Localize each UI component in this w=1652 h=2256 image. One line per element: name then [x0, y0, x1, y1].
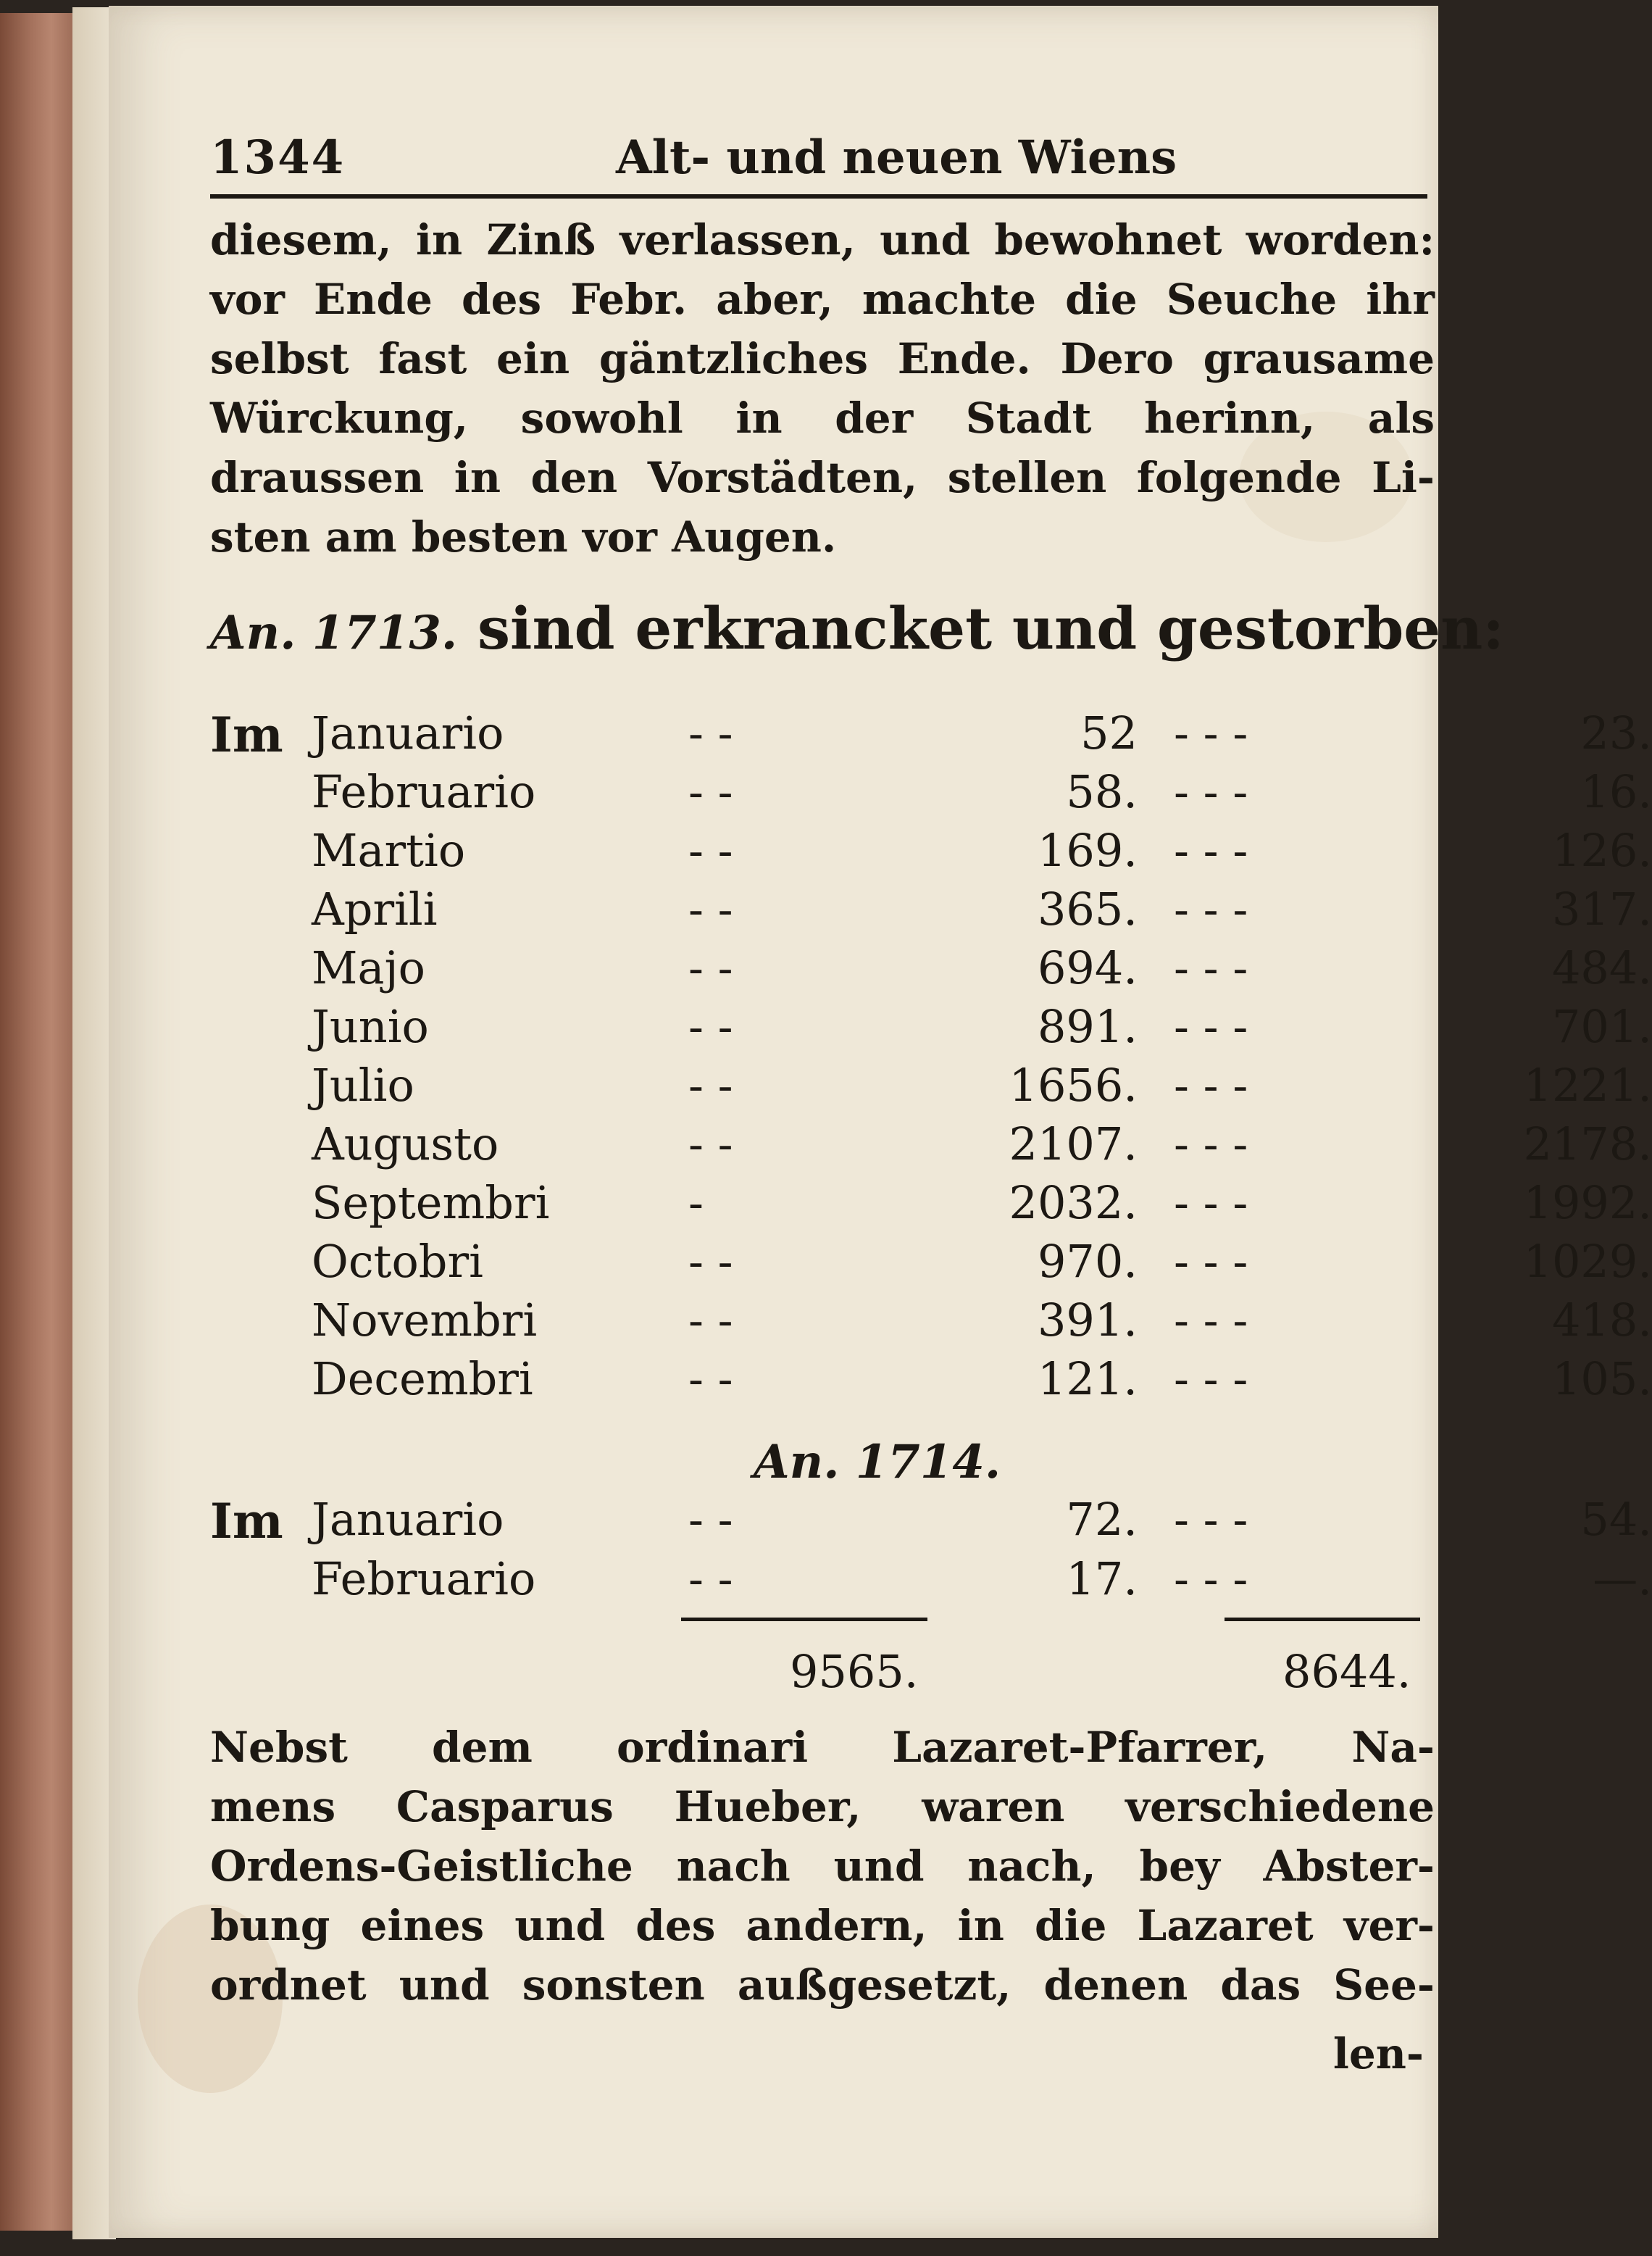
table-row: [210, 1352, 1652, 1410]
year-heading-1714: An. 1714.: [754, 1435, 1001, 1489]
table-row: [210, 1117, 1652, 1175]
sick-count: 121.: [1037, 1352, 1138, 1405]
text-line: vor Ende des Febr. aber, machte die Seuche ihr: [210, 275, 1435, 324]
sick-count: 694.: [1037, 941, 1138, 994]
table-row: [210, 1294, 1652, 1352]
table-row: [210, 765, 1652, 823]
catchword: len-: [1332, 2029, 1424, 2078]
table-row: [210, 1235, 1652, 1293]
death-count: 54.: [1580, 1493, 1652, 1546]
text-line: bung eines und des andern, in die Lazaret ver-: [210, 1901, 1435, 1950]
text-line: diesem, in Zinß verlassen, und bewohnet worden:: [210, 215, 1435, 265]
text-line: Nebst dem ordinari Lazaret-Pfarrer, Na-: [210, 1723, 1435, 1772]
dash-leader: - -: [688, 1493, 733, 1546]
death-count: 317.: [1551, 883, 1652, 936]
text-line: Würckung, sowohl in der Stadt herinn, als: [210, 394, 1435, 443]
header-rule: [210, 194, 1427, 199]
text-line: selbst fast ein gäntzliches Ende. Dero grausame: [210, 334, 1435, 383]
row-prefix: Im: [210, 707, 283, 763]
dash-leader: - -: [688, 883, 733, 936]
month-name: Januario: [312, 707, 504, 759]
death-count: 418.: [1551, 1294, 1652, 1346]
death-count: 16.: [1580, 765, 1652, 818]
page-header: [210, 130, 1427, 188]
dash-leader: - -: [688, 1059, 733, 1112]
month-name: Augusto: [312, 1117, 499, 1170]
sick-count: 1656.: [1009, 1059, 1138, 1112]
table-row: [210, 824, 1652, 882]
closing-paragraph: [210, 1718, 1435, 2015]
death-count: 484.: [1551, 941, 1652, 994]
table-year: An. 1713.: [210, 606, 458, 660]
running-title: Alt- und neuen Wiens: [616, 130, 1177, 185]
dash-leader: - - -: [1174, 1352, 1248, 1405]
sick-count: 17.: [1066, 1552, 1138, 1605]
month-name: Aprili: [312, 883, 438, 936]
table-heading-text: sind erkrancket und gestorben:: [477, 594, 1504, 662]
dash-leader: -: [688, 1176, 704, 1229]
sum-rule-dead: [1225, 1618, 1420, 1621]
dash-leader: - - -: [1174, 1117, 1248, 1170]
dash-leader: - -: [688, 1552, 733, 1605]
sick-count: 72.: [1066, 1493, 1138, 1546]
dash-leader: - - -: [1174, 941, 1248, 994]
table-row: [210, 1000, 1652, 1058]
table-row: [210, 1059, 1652, 1117]
death-count: 23.: [1580, 707, 1652, 759]
dash-leader: - -: [688, 1117, 733, 1170]
intro-paragraph: [210, 210, 1435, 567]
table-row: [210, 1552, 1652, 1610]
table-heading: [210, 594, 1504, 662]
dash-leader: - - -: [1174, 1059, 1248, 1112]
dash-leader: - -: [688, 824, 733, 877]
dash-leader: - - -: [1174, 1235, 1248, 1288]
sick-count: 2107.: [1009, 1117, 1138, 1170]
month-name: Januario: [312, 1493, 504, 1546]
dash-leader: - -: [688, 1235, 733, 1288]
dash-leader: - - -: [1174, 883, 1248, 936]
dash-leader: - - -: [1174, 1000, 1248, 1053]
table-row: [210, 883, 1652, 941]
table-row: [210, 707, 1652, 765]
sick-count: 2032.: [1009, 1176, 1138, 1229]
death-count: 1992.: [1523, 1176, 1652, 1229]
month-name: Septembri: [312, 1176, 550, 1229]
death-count: 105.: [1551, 1352, 1652, 1405]
dash-leader: - - -: [1174, 1176, 1248, 1229]
month-name: Februario: [312, 765, 536, 818]
sick-count: 891.: [1037, 1000, 1138, 1053]
sick-count: 169.: [1037, 824, 1138, 877]
month-name: Februario: [312, 1552, 536, 1605]
sick-count: 58.: [1066, 765, 1138, 818]
month-name: Martio: [312, 824, 466, 877]
dash-leader: - -: [688, 765, 733, 818]
row-prefix: Im: [210, 1493, 283, 1549]
dash-leader: - - -: [1174, 1294, 1248, 1346]
month-name: Junio: [312, 1000, 429, 1053]
month-name: Majo: [312, 941, 425, 994]
sick-count: 970.: [1037, 1235, 1138, 1288]
dash-leader: - - -: [1174, 1493, 1248, 1546]
sick-count: 391.: [1037, 1294, 1138, 1346]
month-name: Octobri: [312, 1235, 483, 1288]
table-row: [210, 941, 1652, 999]
death-count: 701.: [1551, 1000, 1652, 1053]
sum-rule-sick: [681, 1618, 927, 1621]
dash-leader: - -: [688, 1000, 733, 1053]
dash-leader: - - -: [1174, 1552, 1248, 1605]
death-count: 1221.: [1523, 1059, 1652, 1112]
death-count: 126.: [1551, 824, 1652, 877]
month-name: Julio: [312, 1059, 414, 1112]
total-sick: 9565.: [790, 1645, 919, 1698]
dash-leader: - -: [688, 1294, 733, 1346]
month-name: Novembri: [312, 1294, 538, 1346]
death-count: —.: [1593, 1552, 1652, 1605]
page-number: 1344: [210, 130, 346, 185]
death-count: 1029.: [1523, 1235, 1652, 1288]
dash-leader: - - -: [1174, 707, 1248, 759]
dash-leader: - -: [688, 941, 733, 994]
text-line: Ordens-Geistliche nach und nach, bey Abster-: [210, 1841, 1435, 1891]
death-count: 2178.: [1523, 1117, 1652, 1170]
total-dead: 8644.: [1282, 1645, 1411, 1698]
sick-count: 365.: [1037, 883, 1138, 936]
table-row: [210, 1493, 1652, 1551]
dash-leader: - - -: [1174, 824, 1248, 877]
text-line: mens Casparus Hueber, waren verschiedene: [210, 1782, 1435, 1831]
month-name: Decembri: [312, 1352, 533, 1405]
text-line: sten am besten vor Augen.: [210, 512, 837, 562]
sick-count: 52: [1080, 707, 1138, 759]
dash-leader: - -: [688, 707, 733, 759]
text-line: draussen in den Vorstädten, stellen folgende Li-: [210, 453, 1435, 502]
table-row: [210, 1176, 1652, 1234]
dash-leader: - - -: [1174, 765, 1248, 818]
dash-leader: - -: [688, 1352, 733, 1405]
text-line: ordnet und sonsten außgesetzt, denen das See-: [210, 1960, 1435, 2010]
